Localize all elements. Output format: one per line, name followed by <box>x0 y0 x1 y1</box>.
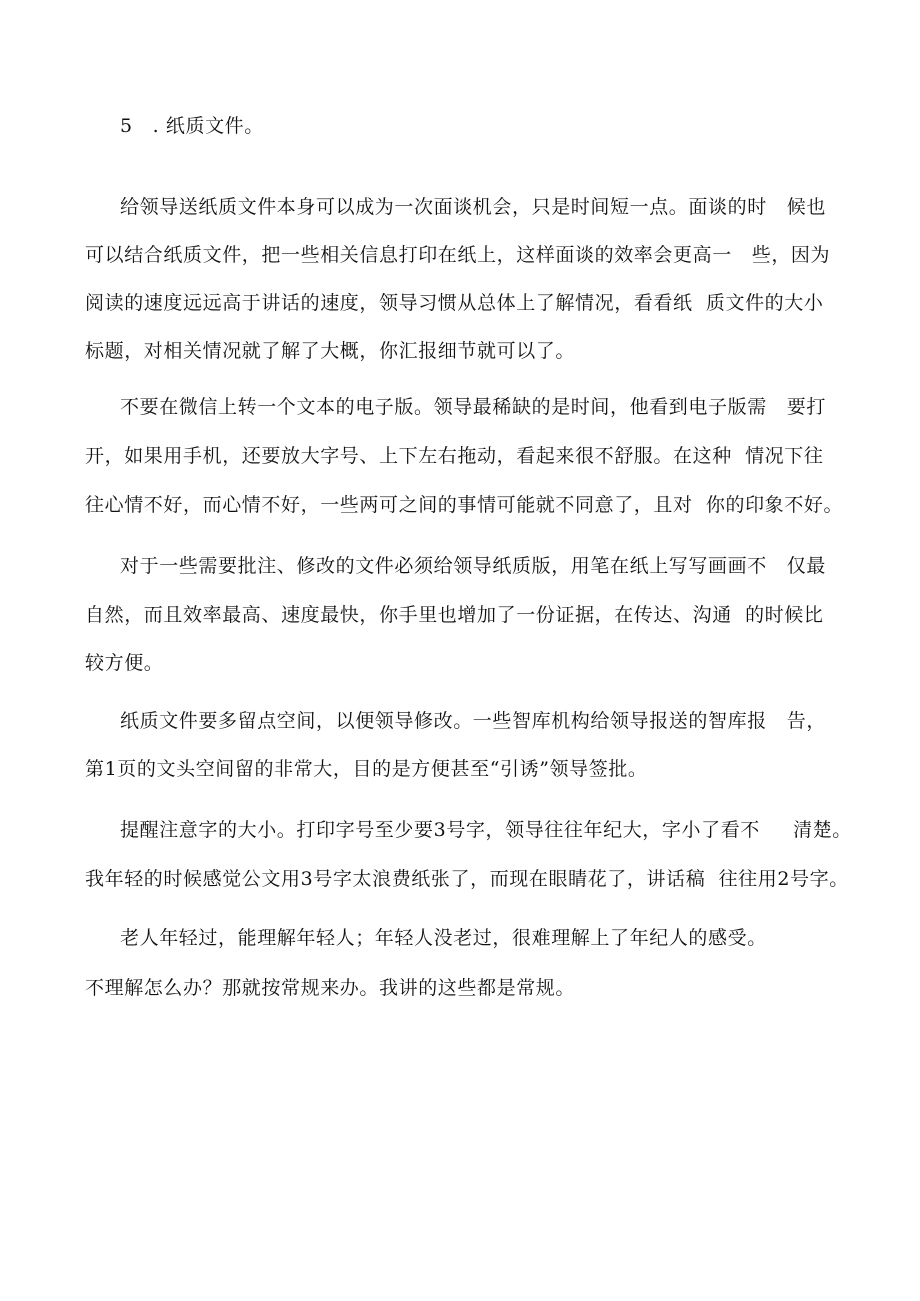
paragraph-4-line-1: 纸质文件要多留点空间，以便领导修改。一些智库机构给领导报送的智库报 告， <box>120 710 826 732</box>
paragraph-1-line-1: 给领导送纸质文件本身可以成为一次面谈机会，只是时间短一点。面谈的时 候也 <box>120 196 826 218</box>
paragraph-1-line-2: 可以结合纸质文件，把一些相关信息打印在纸上，这样面谈的效率会更高一 些，因为 <box>85 244 831 266</box>
section-heading: 5 . 纸质文件。 <box>120 115 264 137</box>
paragraph-3-line-2: 自然，而且效率最高、速度最快，你手里也增加了一份证据，在传达、沟通 的时候比 <box>85 604 824 626</box>
paragraph-5-line-2: 我年轻的时候感觉公文用3号字太浪费纸张了，而现在眼睛花了，讲话稿 往往用2号字。 <box>85 868 849 890</box>
paragraph-2-line-2: 开，如果用手机，还要放大字号、上下左右拖动，看起来很不舒服。在这种 情况下往 <box>85 445 824 467</box>
paragraph-1-line-4: 标题，对相关情况就了解了大概，你汇报细节就可以了。 <box>85 340 576 362</box>
paragraph-2-line-3: 往心情不好，而心情不好，一些两可之间的事情可能就不同意了，且对 你的印象不好。 <box>85 494 844 516</box>
paragraph-4-line-2: 第1页的文头空间留的非常大，目的是方便甚至“引诱”领导签批。 <box>85 758 648 780</box>
paragraph-5-line-1: 提醒注意字的大小。打印字号至少要3号字，领导往往年纪大，字小了看不 清楚。 <box>120 819 852 841</box>
paragraph-3-line-1: 对于一些需要批注、修改的文件必须给领导纸质版，用笔在纸上写写画画不 仅最 <box>120 555 826 577</box>
paragraph-1-line-3: 阅读的速度远远高于讲话的速度，领导习惯从总体上了解情况，看看纸 质文件的大小 <box>85 292 824 314</box>
paragraph-7-line-1: 不理解怎么办？那就按常规来办。我讲的这些都是常规。 <box>85 977 576 999</box>
paragraph-6-line-1: 老人年轻过，能理解年轻人；年轻人没老过，很难理解上了年纪人的感受。 <box>120 927 767 949</box>
paragraph-3-line-3: 较方便。 <box>85 652 164 674</box>
paragraph-2-line-1: 不要在微信上转一个文本的电子版。领导最稀缺的是时间，他看到电子版需 要打 <box>120 396 826 418</box>
